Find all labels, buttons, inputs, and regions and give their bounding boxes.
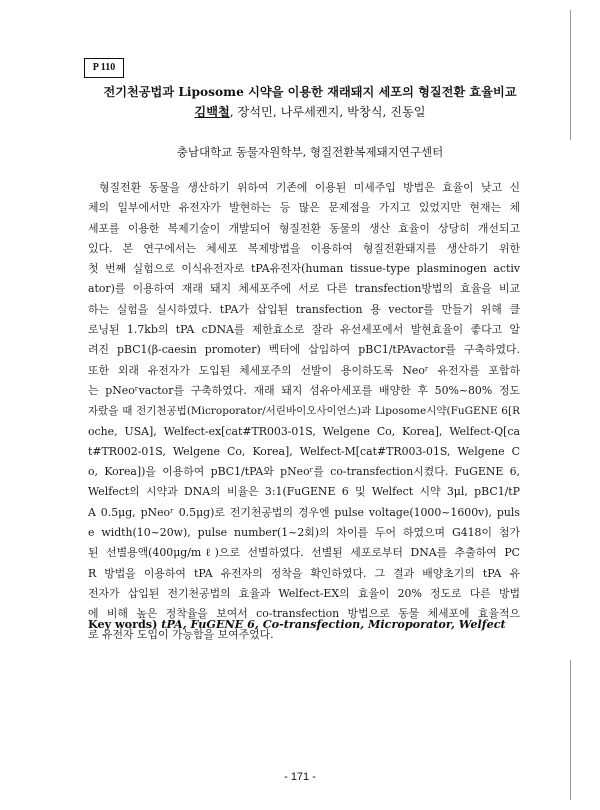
abstract-line: 또한 외래 유전자가 도입된 체세포주의 선발이 용이하도록 Neoʳ 유전자를 포함하 bbox=[88, 363, 520, 377]
abstract-line: 있다. 본 연구에서는 체세포 복제방법을 이용하여 형질전환돼지를 생산하기 위한 bbox=[88, 241, 520, 255]
abstract-line: 전자가 삽입된 전기천공법의 효율과 Welfect-EX의 효율이 20% 정도로 다른 방법 bbox=[88, 586, 520, 600]
poster-number-badge: P 110 bbox=[84, 58, 124, 78]
abstract-line: e width(10~20w), pulse number(1~2회)의 차이를 두어 하였으며 G418이 첨가 bbox=[88, 526, 520, 540]
keywords bbox=[88, 617, 528, 631]
abstract-line: 형질전환 동물을 생산하기 위하여 기존에 이용된 미세주입 방법은 효율이 낮고 신 bbox=[99, 181, 520, 194]
abstract-body bbox=[88, 178, 520, 645]
abstract-line: oche, USA], Welfect-ex[cat#TR003-01S, Welgene Co, Korea], Welfect-Q[ca bbox=[88, 424, 520, 438]
abstract-line: 세포를 이용한 복제기술이 개발되어 형질전환 동물의 생산 효율이 상당히 개선되고 bbox=[88, 221, 520, 235]
co-authors: , 장석민, 나루세켄지, 박창식, 진동일 bbox=[229, 105, 426, 119]
abstract-line: ator)를 이용하여 재래 돼지 체세포주에 서로 다른 transfection방법의 효율을 비교 bbox=[88, 282, 520, 296]
author-list bbox=[70, 103, 550, 122]
margin-rule-top bbox=[570, 10, 571, 140]
presenting-author: 김백철 bbox=[194, 105, 230, 119]
keywords-label: Key words) bbox=[88, 617, 162, 631]
abstract-line: 는 pNeoʳvactor를 구축하였다. 재래 돼지 섬유아세포를 배양한 후 50%~80% 정도 bbox=[88, 383, 520, 397]
abstract-line: R 방법을 이용하여 tPA 유전자의 정착을 확인하였다. 그 결과 배양초기의 tPA 유 bbox=[88, 566, 520, 580]
abstract-line: 로 유전자 도입이 가능함을 보여주었다. bbox=[88, 627, 274, 641]
paper-title: 전기천공법과 Liposome 시약을 이용한 재래돼지 세포의 형질전환 효율비교 bbox=[103, 85, 517, 99]
abstract-line: o, Korea])을 이용하여 pBC1/tPA와 pNeoʳ를 co-transfection시켰다. FuGENE 6, bbox=[88, 465, 520, 479]
abstract-line: 자랐을 때 전기천공법(Microporator/서린바이오사이언스)과 Liposome시약(FuGENE 6[R bbox=[88, 405, 520, 418]
affiliation: 충남대학교 동물자원학부, 형질전환복제돼지연구센터 bbox=[176, 145, 444, 159]
abstract-line: t#TR002-01S, Welgene Co, Korea], Welfect-M[cat#TR003-01S, Welgene C bbox=[88, 444, 520, 458]
page-number: - 171 - bbox=[284, 771, 316, 783]
abstract-line: 로닝된 1.7kb의 tPA cDNA를 제한효소로 잘라 유선세포에서 발현효율이 좋다고 알 bbox=[88, 323, 520, 337]
abstract-line: 려진 pBC1(β-caesin promoter) 벡터에 삽입하여 pBC1/tPAvactor를 구축하였다. bbox=[88, 343, 520, 357]
abstract-line: 첫 번째 실험으로 이식유전자로 tPA유전자(human tissue-type plasminogen activ bbox=[88, 262, 520, 276]
abstract-line: A 0.5μg, pNeoʳ 0.5μg)로 전기천공법의 경우엔 pulse voltage(1000~1600v), puls bbox=[88, 505, 520, 519]
abstract-line: 에 비해 높은 정착율을 보여서 co-transfection 방법으로 동물 체세포에 효율적으 bbox=[88, 607, 520, 621]
keywords-terms: tPA, FuGENE 6, Co-transfection, Microporator, Welfect bbox=[161, 617, 506, 631]
abstract-line: Welfect의 시약과 DNA의 비율은 3:1(FuGENE 6 및 Welfect 시약 3μl, pBC1/tP bbox=[88, 485, 520, 499]
abstract-line: 된 선별용액(400μg/mℓ)으로 선별하였다. 선별된 세포로부터 DNA를 추출하여 PC bbox=[88, 546, 520, 560]
abstract-line: 체의 일부에서만 유전자가 발현하는 등 많은 문제점을 가지고 있었지만 현재는 체 bbox=[88, 201, 520, 215]
abstract-line: 하는 실험을 실시하였다. tPA가 삽입된 transfection 용 vector를 만들기 위해 클 bbox=[88, 302, 520, 316]
